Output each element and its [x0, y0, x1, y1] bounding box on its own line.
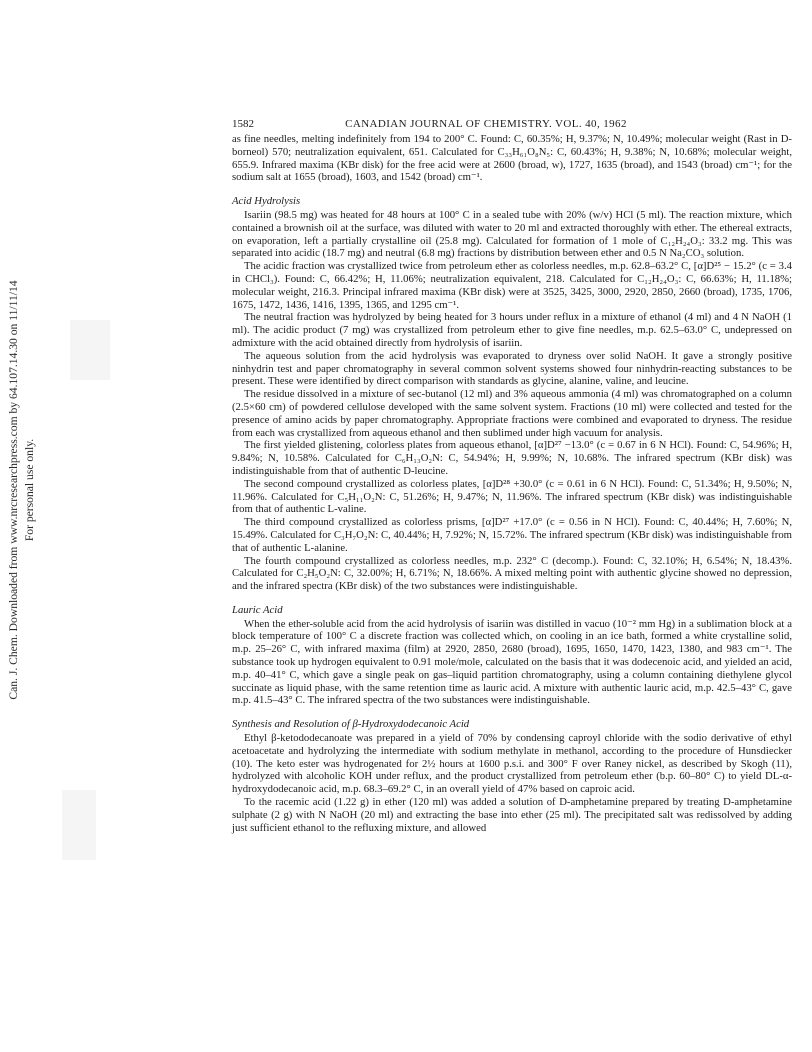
scan-smudge — [70, 320, 110, 380]
paragraph: The neutral fraction was hydrolyzed by being heated for 3 hours under reflux in a mixture of ethanol (4 ml) and 4 N NaOH (1 ml). The acidic product (7 mg) was crystallized from petroleum ether to give fine needles, m.p. 62.5–63.0° C, undepressed on admixture with the acid obtained directly from hydrolysis of isariin. — [232, 311, 792, 349]
paragraph-intro: as fine needles, melting indefinitely from 194 to 200° C. Found: C, 60.35%; H, 9.37%; N, 10.49%; molecular weight (Rast in D-borneol) 570; neutralization equivalent, 651. Calculated for C₃₃H₆₁O₈N₅: C, 60.43%; H, 9.38%; N, 10.68%; molecular weight, 655.9. Infrared maxima (KBr disk) for the free acid were at 2600 (broad, w), 1727, 1635 (broad), and 1543 (broad) cm⁻¹; for the sodium salt at 1655 (broad), 1603, and 1542 (broad) cm⁻¹. — [232, 133, 792, 184]
page-number: 1582 — [232, 118, 254, 130]
paragraph: The fourth compound crystallized as colorless needles, m.p. 232° C (decomp.). Found: C, 32.10%; H, 6.54%; N, 18.43%. Calculated for C₂H₅O₂N: C, 32.00%; H, 6.71%; N, 18.66%. A mixed melting point with authentic glycine showed no depression, and the infrared spectra (KBr disk) of the two substances were indistinguishable. — [232, 554, 792, 593]
paragraph: Isariin (98.5 mg) was heated for 48 hours at 100° C in a sealed tube with 20% (w/v) HCl (5 ml). The reaction mixture, which contained a brownish oil at the surface, was diluted with water to 20 ml and extracted thoroughly with ether. The ethereal extracts, on evaporation, left a partially crystalline oil (25.8 mg). Calculated for formation of 1 mole of C₁₂H₂₄O₃: 33.2 mg. This was separated into acidic (18.7 mg) and neutral (6.8 mg) fractions by distribution between ether and 0.5 N Na₂CO₃ solution. — [232, 208, 792, 260]
section-heading-acid-hydrolysis: Acid Hydrolysis — [232, 195, 301, 208]
paragraph: The first yielded glistening, colorless plates from aqueous ethanol, [α]D²⁷ −13.0° (c = 0.67 in 6 N HCl). Found: C, 54.96%; H, 9.84%; N, 10.58%. Calculated for C₆H₁₃O₂N: C, 54.94%; H, 9.99%; N, 10.68%. The infrared spectrum (KBr disk) was indistinguishable from that of authentic D-leucine. — [232, 439, 792, 477]
section-heading-lauric-acid: Lauric Acid — [232, 603, 283, 616]
paragraph: The second compound crystallized as colorless plates, [α]D²⁸ +30.0° (c = 0.61 in 6 N HCl). Found: C, 51.34%; H, 9.50%; N, 11.96%. Calculated for C₅H₁₁O₂N: C, 51.26%; H, 9.47%; N, 11.96%. The infrared spectrum (KBr disk) was indistinguishable from that of authentic L-valine. — [232, 477, 792, 516]
paragraph: Ethyl β-ketododecanoate was prepared in a yield of 70% by condensing caproyl chloride with the sodio derivative of ethyl acetoacetate and hydrolyzing the intermediate with sodium methylate in methanol, according to the procedure of Hunsdiecker (10). The keto ester was hydrogenated for 2½ hours at 1600 p.s.i. and 300° F over Raney nickel, as described by Skogh (11), hydrolyzed with alcoholic KOH under reflux, and the product crystallized from petroleum ether (b.p. 60–80° C) to yield DL-α-hydroxydodecanoic acid, m.p. 68.3–69.2° C, in an overall yield of 47% based on caproic acid. — [232, 732, 792, 796]
download-watermark — [2, 230, 44, 750]
paragraph: The third compound crystallized as colorless prisms, [α]D²⁷ +17.0° (c = 0.56 in N HCl). Found: C, 40.44%; H, 7.60%; N, 15.49%. Calculated for C₃H₇O₂N: C, 40.44%; H, 7.92%; N, 15.72%. The infrared spectrum (KBr disk) was indistinguishable from that of authentic L-alanine. — [232, 516, 792, 554]
watermark-line-source: Can. J. Chem. Downloaded from www.nrcresearchpress.com by 64.107.14.30 on 11/11/14 — [7, 280, 20, 700]
journal-title: CANADIAN JOURNAL OF CHEMISTRY. VOL. 40, 1962 — [345, 118, 627, 130]
running-header — [232, 116, 792, 132]
paragraph: When the ether-soluble acid from the acid hydrolysis of isariin was distilled in vacuo (10⁻² mm Hg) in a sublimation block at a block temperature of 100° C a discrete fraction was collected which, on cooling in an ice bath, formed a white crystalline solid, m.p. 25–26° C, with infrared maxima (film) at 2920, 2850, 2680 (broad), 1695, 1650, 1470, 1423, 1380, and 983 cm⁻¹. The substance took up hydrogen equivalent to 0.91 mole/mole, calculated on the basis that it was dodecenoic acid, and yielded an acid, m.p. 40–41° C, which gave a single peak on gas–liquid partition chromatography, using a column containing diethylene glycol succinate as liquid phase, with the same retention time as lauric acid. A mixture with authentic lauric acid, m.p. 42.5–43° C, gave m.p. 41.5–43° C. The infrared spectra of the two substances were indistinguishable. — [232, 617, 792, 707]
paragraph: The residue dissolved in a mixture of sec-butanol (12 ml) and 3% aqueous ammonia (4 ml) was chromatographed on a column (2.5×60 cm) of powdered cellulose developed with the same solvent system. Fractions (10 ml) were collected and tested for the presence of amino acids by paper chromatography. Appropriate fractions were combined and evaporated to dryness. The residue from each was crystallized from aqueous ethanol and then sublimed under high vacuum for analysis. — [232, 388, 792, 439]
section-heading-synthesis: Synthesis and Resolution of β-Hydroxydodecanoic Acid — [232, 718, 470, 731]
article-body — [232, 133, 792, 834]
paragraph: The aqueous solution from the acid hydrolysis was evaporated to dryness over solid NaOH. It gave a strongly positive ninhydrin test and paper chromatography in several common solvent systems showed four ninhydrin-reacting substances to be present. These were identified by direct comparison with standards as glycine, alanine, valine, and leucine. — [232, 349, 792, 388]
paragraph: To the racemic acid (1.22 g) in ether (120 ml) was added a solution of D-amphetamine prepared by treating D-amphetamine sulphate (2 g) with N NaOH (20 ml) and extracting the base into ether (25 ml). The precipitated salt was redissolved by adding just sufficient ethanol to the refluxing mixture, and allowed — [232, 796, 792, 834]
paragraph: The acidic fraction was crystallized twice from petroleum ether as colorless needles, m.p. 62.8–63.2° C, [α]D²⁵ − 15.2° (c = 3.4 in CHCl₃). Found: C, 66.42%; H, 11.06%; neutralization equivalent, 218. Calculated for C₁₂H₂₄O₃: C, 66.63%; H, 11.18%; molecular weight, 216.3. Principal infrared maxima (KBr disk) were at 3525, 3425, 3000, 2920, 2850, 2660 (broad), 1735, 1706, 1675, 1472, 1436, 1416, 1395, 1365, and 1295 cm⁻¹. — [232, 260, 792, 311]
watermark-line-usage: For personal use only. — [23, 438, 36, 542]
scan-smudge — [62, 790, 96, 860]
